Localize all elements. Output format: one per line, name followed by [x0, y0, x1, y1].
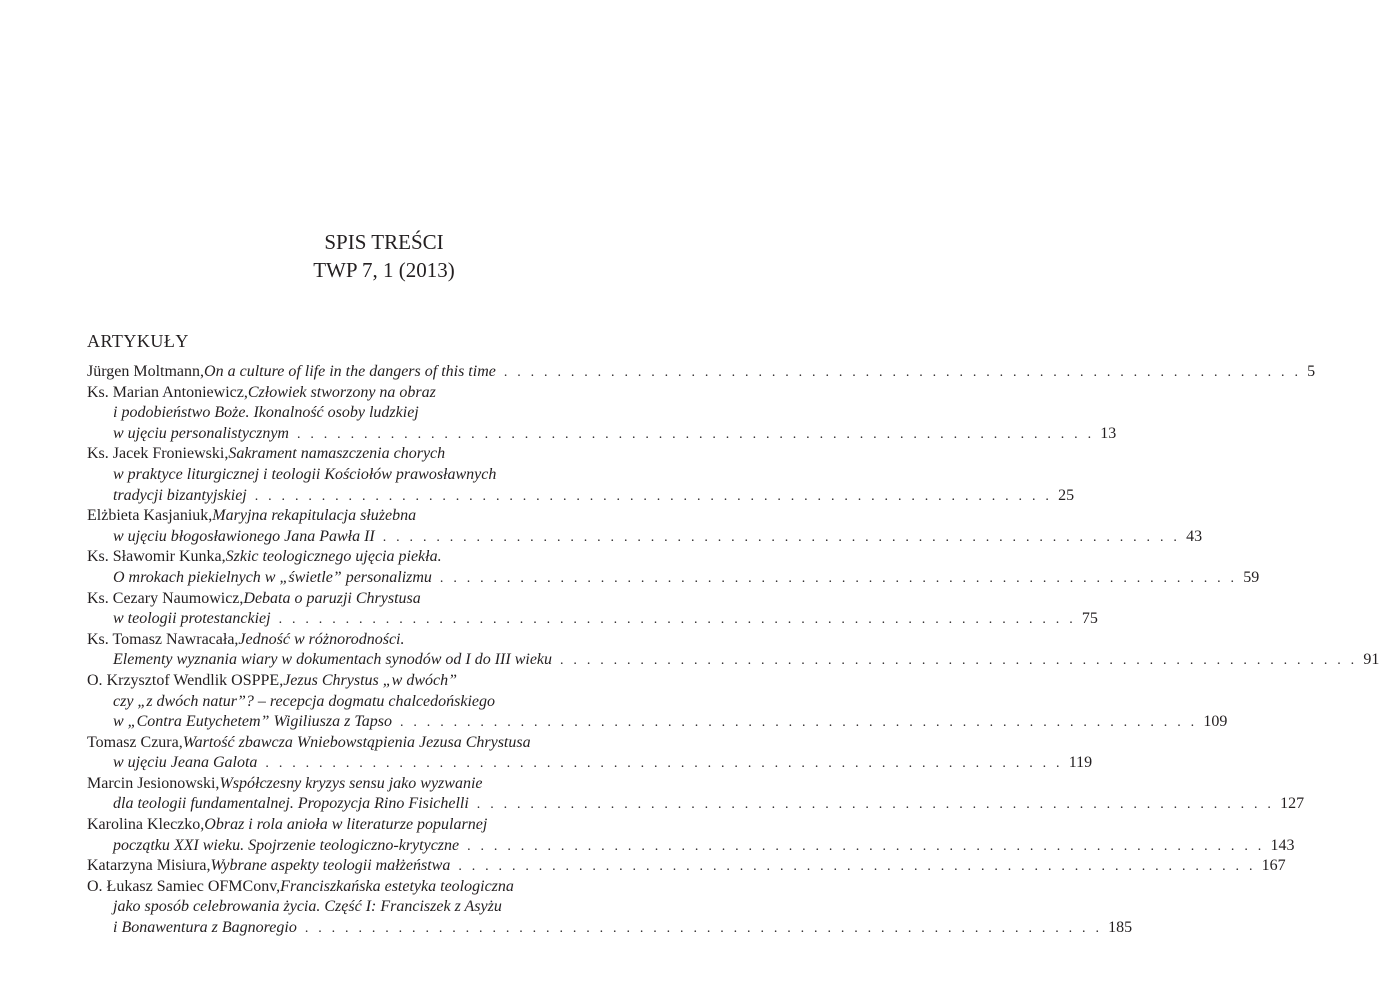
toc-entry-line: [87, 465, 670, 486]
entry-title: i Bonawentura z Bagnoregio: [113, 919, 297, 937]
toc-entry-line: [87, 403, 670, 424]
toc-entry: [87, 589, 1098, 630]
entry-author: Katarzyna Misiura,: [87, 857, 211, 875]
toc-entry-line: [87, 568, 1260, 589]
toc-entry-line: [87, 383, 670, 404]
toc-entry-line: [87, 589, 670, 610]
entry-title: Debata o paruzji Chrystusa: [243, 589, 421, 607]
toc-entry-line: [87, 547, 670, 568]
entry-title: w teologii protestanckiej: [113, 610, 271, 628]
entry-title: tradycji bizantyjskiej: [113, 486, 247, 504]
page-title: [0, 228, 768, 284]
toc-entry-line: [87, 527, 1203, 548]
toc-entry: [87, 506, 1203, 547]
dot-leader: . . . . . . . . . . . . . . . . . . . . . . . . . . . . . . . . . . . . . . . . . . . . . . . . . . . . . . . . . . . .: [400, 715, 1198, 731]
entry-author: Karolina Kleczko,: [87, 816, 205, 834]
entry-title: Współczesny kryzys sensu jako wyzwanie: [219, 774, 483, 792]
title-line-1: SPIS TREŚCI: [324, 230, 444, 254]
entry-title: On a culture of life in the dangers of this time: [204, 363, 496, 380]
entry-title: jako sposób celebrowania życia. Część I: Franciszek z Asyżu: [113, 898, 502, 916]
page-number: 59: [1243, 568, 1260, 586]
entry-author: Ks. Sławomir Kunka,: [87, 548, 226, 566]
entry-title: Jezus Chrystus „w dwóch”: [283, 671, 457, 689]
page-number: 119: [1068, 754, 1093, 772]
page-number: 25: [1058, 486, 1075, 504]
toc-entry-line: [87, 774, 670, 795]
entry-title: Jedność w różnorodności.: [238, 630, 405, 648]
toc-entry-line: [87, 630, 670, 651]
entry-title: w „Contra Eutychetem” Wigiliusza z Tapso: [113, 713, 392, 731]
dot-leader: . . . . . . . . . . . . . . . . . . . . . . . . . . . . . . . . . . . . . . . . . . . . . . . . . . . . . . . . . . . .: [458, 859, 1256, 875]
dot-leader: . . . . . . . . . . . . . . . . . . . . . . . . . . . . . . . . . . . . . . . . . . . . . . . . . . . . . . . . . . . .: [254, 488, 1053, 504]
dot-leader: . . . . . . . . . . . . . . . . . . . . . . . . . . . . . . . . . . . . . . . . . . . . . . . . . . . . . . . . . . . .: [476, 797, 1275, 813]
entry-author: Ks. Cezary Naumowicz,: [87, 589, 244, 607]
entry-author: O. Łukasz Samiec OFMConv,: [87, 877, 281, 895]
page-number: 13: [1100, 424, 1117, 442]
entry-title: Wybrane aspekty teologii małżeństwa: [210, 857, 451, 875]
toc-entry-line: [87, 753, 1093, 774]
toc-entry: [87, 856, 1286, 877]
page-number: 127: [1280, 795, 1305, 813]
dot-leader: . . . . . . . . . . . . . . . . . . . . . . . . . . . . . . . . . . . . . . . . . . . . . . . . . . . . . . . . . . . .: [382, 529, 1181, 545]
toc-entry: [87, 877, 1133, 939]
entry-title: Maryjna rekapitulacja służebna: [212, 507, 417, 525]
entry-author: Elżbieta Kasjaniuk,: [87, 507, 213, 525]
entry-title: O mrokach piekielnych w „świetle” personalizmu: [113, 568, 432, 586]
section-heading: ARTYKUŁY: [87, 331, 189, 351]
toc-entry-line: [87, 712, 1228, 733]
toc-entry: [87, 671, 1228, 733]
toc-entry-line: [87, 877, 670, 898]
toc-entry: [87, 547, 1260, 588]
entry-title: Szkic teologicznego ujęcia piekła.: [225, 548, 442, 566]
entry-title: Elementy wyznania wiary w dokumentach synodów od I do III wieku: [113, 651, 553, 669]
toc-entry-line: [87, 506, 670, 527]
entry-author: Marcin Jesionowski,: [87, 774, 220, 792]
entry-author: Ks. Tomasz Nawracała,: [87, 630, 239, 648]
page-number: 91: [1363, 651, 1379, 669]
page-number: 185: [1108, 919, 1133, 937]
toc-entry-line: [87, 671, 670, 692]
dot-leader: . . . . . . . . . . . . . . . . . . . . . . . . . . . . . . . . . . . . . . . . . . . . . . . . . . . . . . . . . . . .: [439, 570, 1238, 586]
page-number: 143: [1270, 836, 1295, 854]
table-of-contents: [87, 362, 1379, 939]
entry-title: Franciszkańska estetyka teologiczna: [280, 877, 514, 895]
toc-entry-line: [87, 692, 670, 713]
toc-entry-line: [87, 836, 1295, 857]
toc-entry-line: [87, 362, 1316, 383]
entry-title: w praktyce liturgicznej i teologii Kościołów prawosławnych: [113, 465, 497, 483]
toc-entry-line: [87, 733, 670, 754]
entry-title: czy „z dwóch natur”? – recepcja dogmatu chalcedońskiego: [113, 692, 496, 710]
toc-entry: [87, 630, 1379, 671]
entry-title: początku XXI wieku. Spojrzenie teologiczno-krytyczne: [113, 836, 460, 854]
toc-entry: [87, 444, 1075, 506]
entry-author: Jürgen Moltmann,: [87, 363, 205, 380]
toc-entry: [87, 774, 1305, 815]
page-number: 75: [1081, 610, 1098, 628]
toc-entry-line: [87, 650, 1379, 671]
toc-entry: [87, 362, 1316, 383]
toc-entry-line: [87, 794, 1305, 815]
dot-leader: . . . . . . . . . . . . . . . . . . . . . . . . . . . . . . . . . . . . . . . . . . . . . . . . . . . . . . . . . . . .: [296, 426, 1095, 442]
toc-entry: [87, 733, 1093, 774]
entry-title: w ujęciu błogosławionego Jana Pawła II: [113, 527, 375, 545]
toc-entry-line: [87, 897, 670, 918]
entry-title: Obraz i rola anioła w literaturze popularnej: [204, 816, 488, 834]
toc-entry: [87, 383, 1117, 445]
toc-entry-line: [87, 609, 1098, 630]
dot-leader: . . . . . . . . . . . . . . . . . . . . . . . . . . . . . . . . . . . . . . . . . . . . . . . . . . . . . . . . . . . .: [265, 756, 1063, 772]
entry-title: Wartość zbawcza Wniebowstąpienia Jezusa Chrystusa: [182, 733, 531, 751]
entry-title: Sakrament namaszczenia chorych: [228, 445, 446, 463]
toc-entry-line: [87, 918, 1133, 939]
page-number: 5: [1307, 363, 1316, 380]
toc-entry: [87, 815, 1295, 856]
dot-leader: . . . . . . . . . . . . . . . . . . . . . . . . . . . . . . . . . . . . . . . . . . . . . . . . . . . . . . . . . . . .: [278, 612, 1076, 628]
entry-author: Ks. Jacek Froniewski,: [87, 445, 229, 463]
entry-author: O. Krzysztof Wendlik OSPPE,: [87, 671, 284, 689]
toc-entry-line: [87, 424, 1117, 445]
dot-leader: . . . . . . . . . . . . . . . . . . . . . . . . . . . . . . . . . . . . . . . . . . . . . . . . . . . . . . . . . . . .: [304, 921, 1103, 937]
entry-title: i podobieństwo Boże. Ikonalność osoby ludzkiej: [113, 404, 419, 422]
entry-title: w ujęciu personalistycznym: [113, 424, 289, 442]
title-line-2: TWP 7, 1 (2013): [313, 258, 455, 282]
page-number: 109: [1203, 713, 1228, 731]
page-number: 167: [1261, 857, 1286, 875]
toc-entry-line: [87, 815, 670, 836]
dot-leader: . . . . . . . . . . . . . . . . . . . . . . . . . . . . . . . . . . . . . . . . . . . . . . . . . . . . . . . . . . . .: [467, 838, 1265, 854]
entry-author: Tomasz Czura,: [87, 733, 183, 751]
entry-title: dla teologii fundamentalnej. Propozycja Rino Fisichelli: [113, 795, 469, 813]
page-number: 43: [1186, 527, 1203, 545]
toc-entry-line: [87, 856, 1286, 877]
toc-entry-line: [87, 444, 670, 465]
toc-entry-line: [87, 486, 1075, 507]
dot-leader: . . . . . . . . . . . . . . . . . . . . . . . . . . . . . . . . . . . . . . . . . . . . . . . . . . . . . . . . . . . .: [503, 365, 1302, 380]
entry-author: Ks. Marian Antoniewicz,: [87, 383, 248, 401]
entry-title: w ujęciu Jeana Galota: [113, 754, 258, 772]
entry-title: Człowiek stworzony na obraz: [247, 383, 436, 401]
dot-leader: . . . . . . . . . . . . . . . . . . . . . . . . . . . . . . . . . . . . . . . . . . . . . . . . . . . . . . . . . . . .: [560, 653, 1358, 669]
